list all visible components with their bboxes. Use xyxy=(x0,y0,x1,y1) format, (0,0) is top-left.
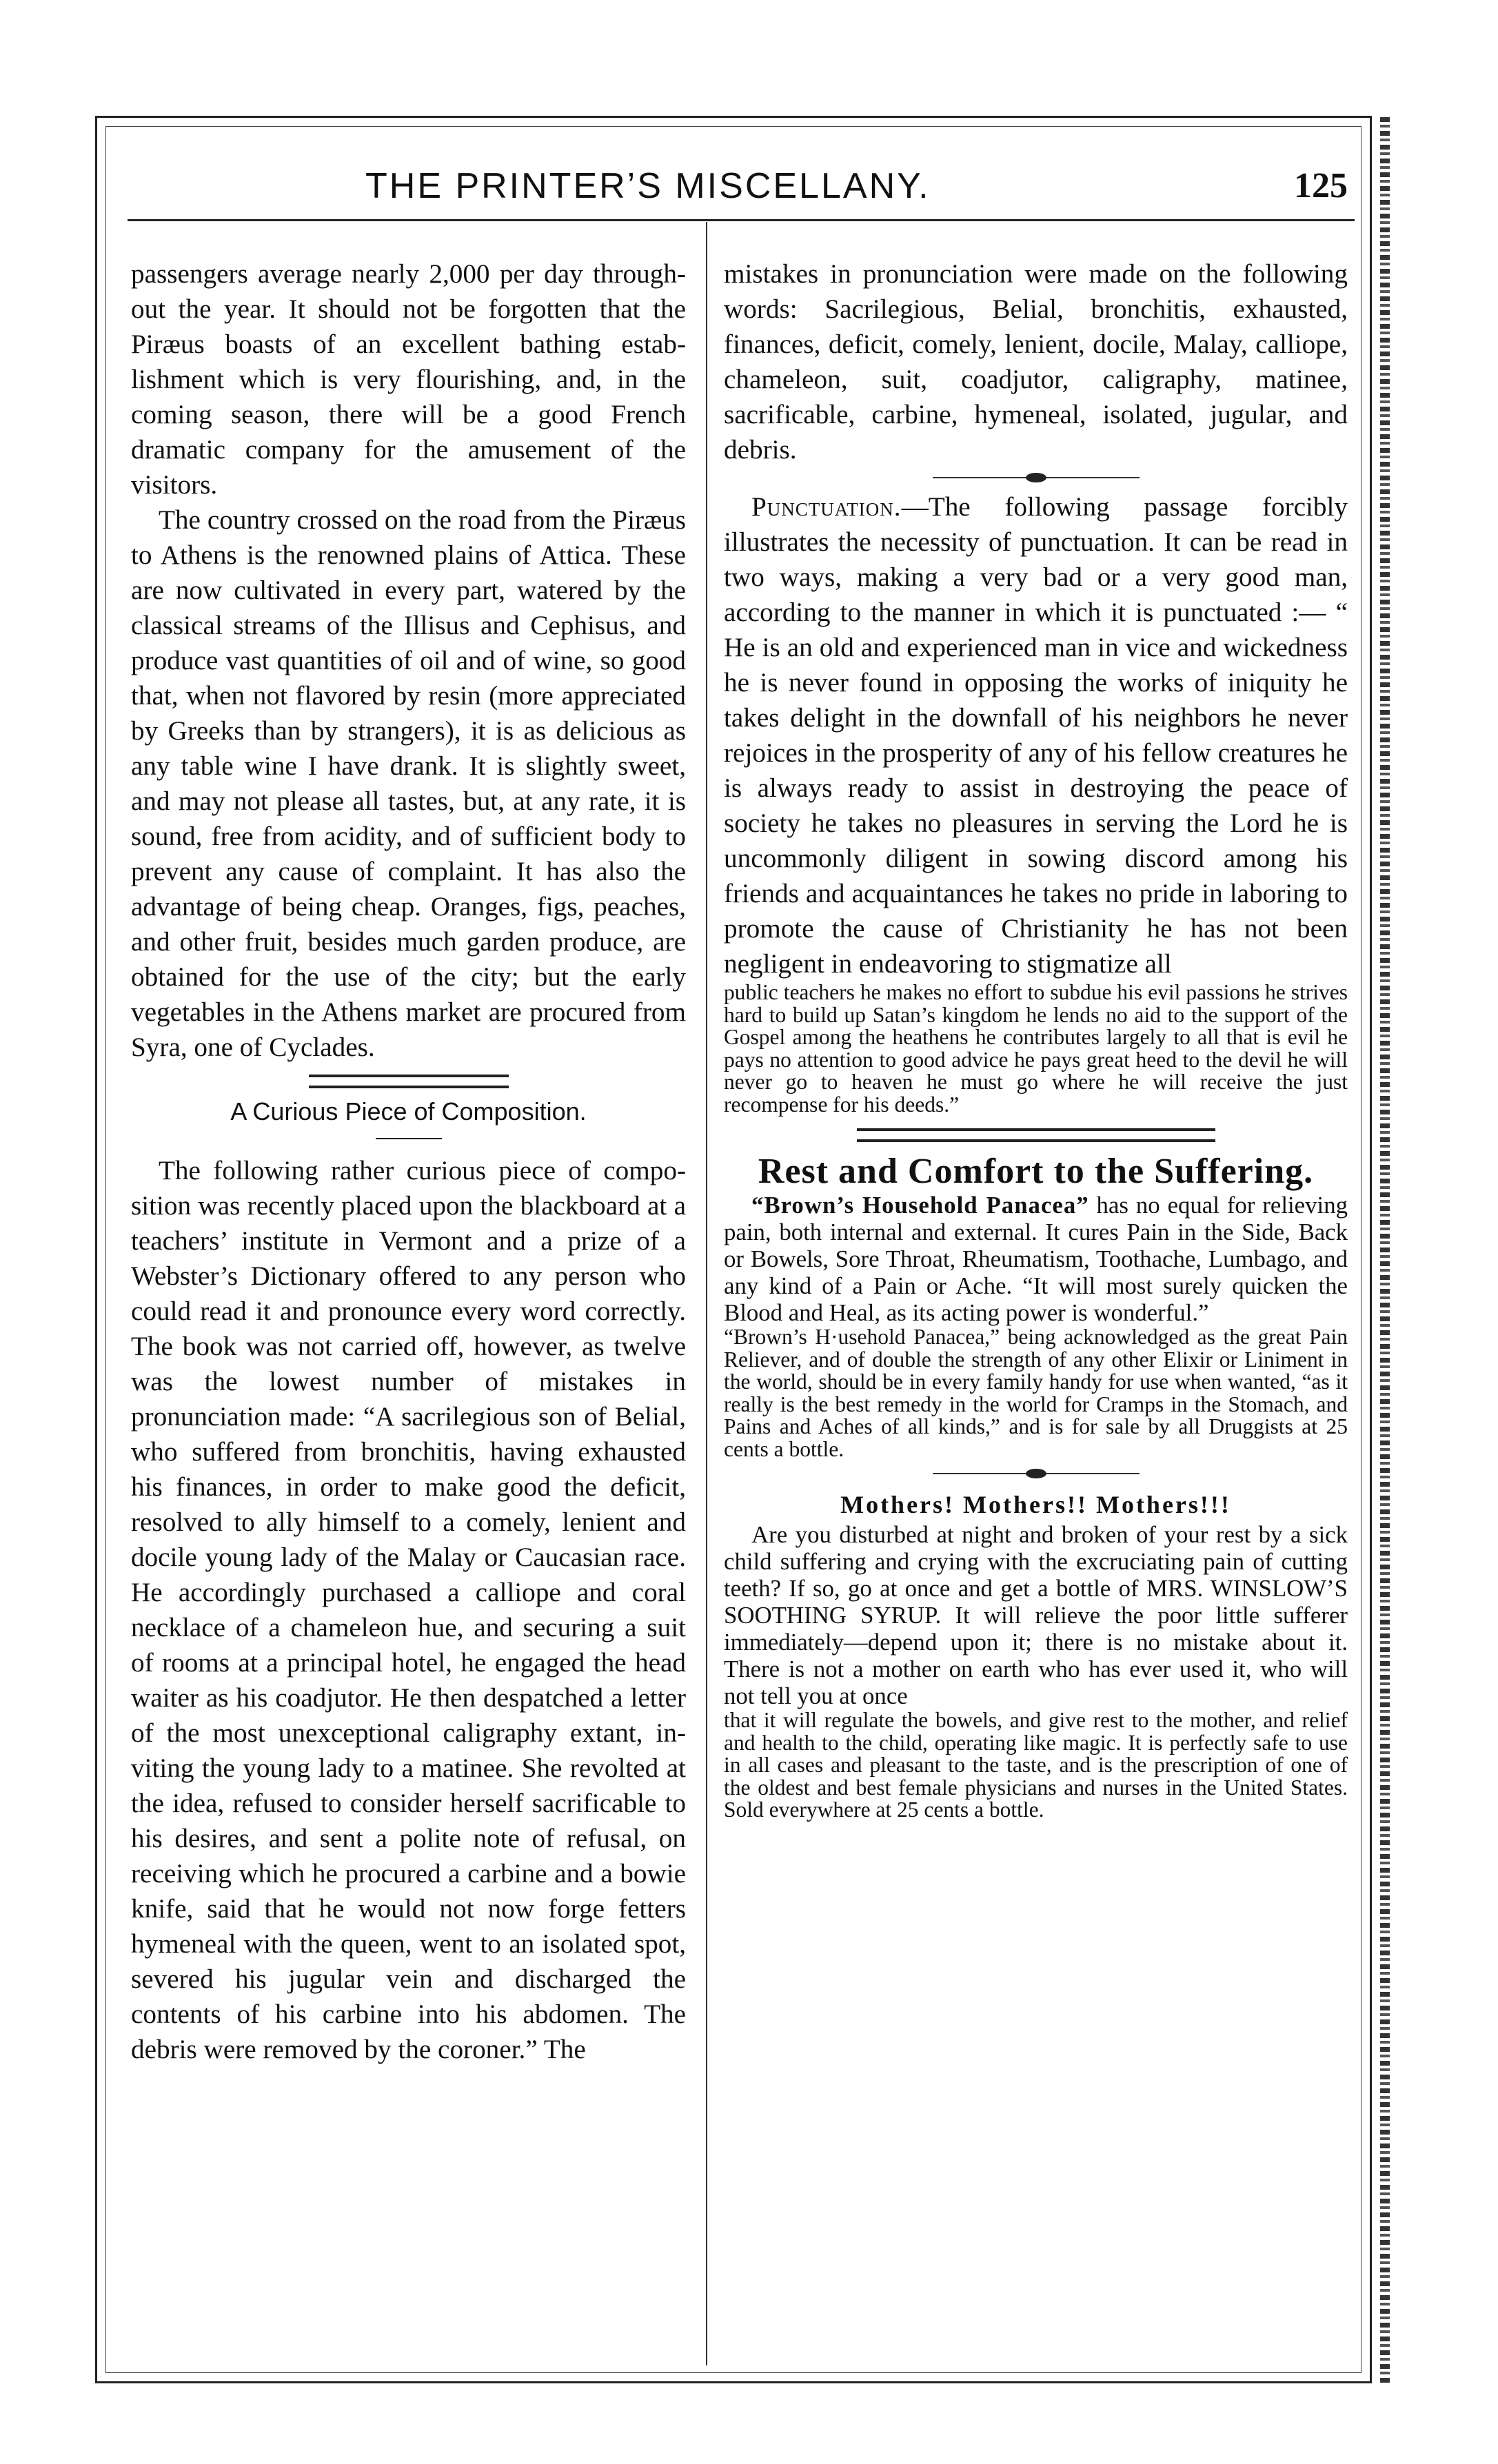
panacea-advert xyxy=(724,1192,1348,1326)
binding-edge xyxy=(1380,117,1390,2385)
mistakes-paragraph: mistakes in pronunciation were made on the following words: Sacrilegious, Belial, bronchitis, exhausted, finances, deficit, comely, lenient, docile, Malay, calliope, chameleon, suit, coadjutor, caligraphy, matinee, sacrificable, carbine, hymeneal, isolated, jugular, and debris. xyxy=(724,259,1348,465)
running-title: THE PRINTER’S MISCELLANY. xyxy=(365,166,931,206)
left-column xyxy=(131,256,686,2067)
rest-comfort-heading: Rest and Comfort to the Suffering. xyxy=(758,1152,1314,1191)
curious-piece-heading: A Curious Piece of Composition. xyxy=(230,1097,587,1126)
punctuation-paragraph xyxy=(724,489,1348,981)
mothers-heading: Mothers! Mothers!! Mothers!!! xyxy=(840,1491,1231,1518)
punctuation-text: —The following passage forcibly illustrates the necessity of punctuation. It can be read in two ways, making a very bad or a very good man, according to the manner in which it is punctuated :— “ He is an old and experienced man in vice and wickedness he is never found in opposing the works of iniquity he takes delight in the downfall of his neighbors he never rejoices in the prosperity of any of his fellow creatures he is always ready to assist in destroying the peace of society he takes no pleasures in serving the Lord he is uncommonly diligent in sowing discord among his friends and acquaintances he takes no pride in laboring to promote the cause of Christianity he has not been negligent in endeavoring to stigmatize all xyxy=(724,492,1348,979)
panacea-lead: “Brown’s Household Panacea” xyxy=(751,1192,1089,1219)
athens-paragraph-1: passengers average nearly 2,000 per day throughout the year. It should not be forgotten that the Piræus boasts of an excellent bathing establishment which is very flourishing, and, in the coming season, there will be a good French dramatic company for the amusement of the visitors. xyxy=(131,259,686,500)
ornament-rule xyxy=(933,471,1140,484)
header-rule xyxy=(128,219,1355,221)
page-number: 125 xyxy=(1294,166,1348,205)
column-divider xyxy=(706,222,707,2365)
right-column xyxy=(724,256,1348,1822)
panacea-advert-continued: “Brown’s H·usehold Panacea,” being acknowledged as the great Pain Reliever, and of double the strength of any other Elixir or Liniment in the world, should be in every family handy for use when wanted, “as it really is the best remedy in the world for Cramps in the Stomach, and Pains and Aches of all kinds,” and is for sale by all Druggists at 25 cents a bottle. xyxy=(724,1325,1348,1461)
punctuation-lead: Punctuation. xyxy=(751,492,902,522)
punctuation-continued: public teachers he makes no effort to subdue his evil passions he strives hard to build up Satan’s kingdom he lends no aid to the support of the Gospel among the heathens he contributes largely to all that is evil he pays no attention to good advice he pays great heed to the devil he will never go to heaven he must go where he will receive the just recompense for his deeds.” xyxy=(724,980,1348,1117)
soothing-syrup-advert-continued: that it will regulate the bowels, and give rest to the mother, and relief and health to the child, operating like magic. It is perfectly safe to use in all cases and pleasant to the taste, and is the prescription of one of the oldest and best female physicians and nurses in the United States. Sold everywhere at 25 cents a bottle. xyxy=(724,1708,1348,1822)
advert-ornament-rule xyxy=(933,1467,1140,1480)
soothing-syrup-advert: Are you disturbed at night and broken of your rest by a sick child suffering and crying with the excruciating pain of cutting teeth? If so, go at once and get a bottle of MRS. WINSLOW’S SOOTHING SYRUP. It will relieve the poor little sufferer immediately—depend upon it; there is no mistake about it. There is not a mother on earth who has ever used it, who will not tell you at once xyxy=(724,1521,1348,1709)
panacea-text: has no equal for relieving pain, both internal and external. It cures Pain in the Side, Back or Bowels, Sore Throat, Rheumatism, Toothache, Lumbago, and any kind of a Pain or Ache. “It will most surely quicken the Blood and Heal, as its acting power is wonderful.” xyxy=(724,1192,1348,1326)
running-head xyxy=(128,165,1355,214)
curious-piece-paragraph: The following rather curious piece of composition was recently placed upon the blackboard at a teachers’ institute in Vermont and a prize of a Webster’s Dictionary offered to any person who could read it and pronounce every word correctly. The book was not carried off, however, as twelve was the lowest number of mistakes in pronunciation made: “A sacrilegious son of Belial, who suffered from bronchitis, having exhausted his finances, in order to make good the deficit, resolved to ally himself to a comely, lenient and docile young lady of the Malay or Caucasian race. He accordingly purchased a calliope and coral necklace of a chameleon hue, and securing a suit of rooms at a principal hotel, he engaged the head waiter as his coadjutor. He then despatched a letter of the most unexceptional caligraphy extant, inviting the young lady to a matinee. She revolted at the idea, refused to consider herself sacrificable to his desires, and sent a polite note of refusal, on receiving which he procured a carbine and a bowie knife, said that he would not now forge fetters hymeneal with the queen, went to an isolated spot, severed his jugular vein and discharged the contents of his carbine into his abdomen. The debris were removed by the coroner.” The xyxy=(131,1156,686,2064)
athens-paragraph-2: The country crossed on the road from the Piræus to Athens is the renowned plains of Attica. These are now cultivated in every part, watered by the classical streams of the Illisus and Cephisus, and produce vast quantities of oil and of wine, so good that, when not flavored by resin (more appreciated by Greeks than by strangers), it is as delicious as any table wine I have drank. It is slightly sweet, and may not please all tastes, but, at any rate, it is sound, free from acidity, and of sufficient body to prevent any cause of complaint. It has also the advantage of being cheap. Oranges, figs, peaches, and other fruit, besides much garden produce, are obtained for the use of the city; but the early vegetables in the Athens market are procured from Syra, one of Cyclades. xyxy=(131,505,686,1062)
section-double-rule xyxy=(309,1075,509,1088)
advert-double-rule xyxy=(857,1128,1215,1142)
